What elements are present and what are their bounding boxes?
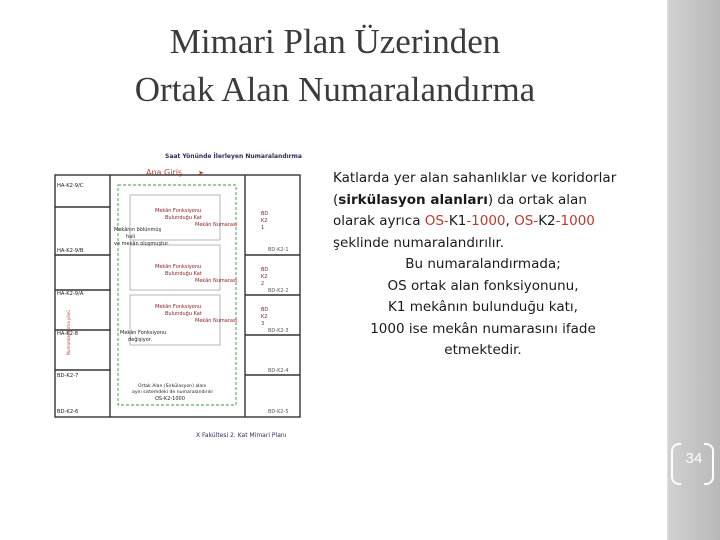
body-bold-term: sirkülasyon alanları [338,191,488,208]
room-label: BD-K2-1 [268,247,289,253]
callout-floor: Bulunduğu Kat [165,311,202,317]
callout-floor: Bulunduğu Kat [165,215,202,221]
code-floor: K1 [448,213,467,229]
plan-heading: Saat Yönünde İlerleyen Numaralandırma [165,153,302,160]
body-line: Bu numaralandırmada; [405,256,561,272]
code-number: -1000 [555,213,595,229]
code-callout-2 [155,263,268,287]
body-text-span: şeklinde numaralandırılır. [333,234,505,251]
slide-title [70,18,600,114]
code-callout-1 [155,207,268,231]
code-number: -1000 [466,213,506,229]
vertical-direction-note: Numaralandırma yönü [66,310,71,355]
split-note-line-1: Mekânın bölünmüş [114,227,162,233]
room-label: BD-K2-7 [57,373,79,379]
plan-entrance-label: Ana Giriş [146,168,183,177]
body-line: OS ortak alan fonksiyonunu, [387,277,579,294]
room-label: BD-K2-5 [268,409,289,415]
code-callout-3 [155,303,268,327]
plan-caption: X Fakültesi 2. Kat Mimari Planı [196,432,287,439]
body-line: 1000 ise mekân numarasını ifade etmektedir. [370,320,596,358]
function-change-note-line-2: değişiyor. [128,337,153,343]
legend-code: BD [261,211,269,217]
slide-title-line-1: Mimari Plan Üzerinden [169,22,501,61]
slide-title-line-2: Ortak Alan Numaralandırma [134,70,536,109]
corridor-note-line-2: aynı sistemdeki de numaralandırılır [132,390,214,395]
split-note-line-3: ve mekân oluşmuştur [114,241,169,247]
callout-function: Mekân Fonksiyonu [155,208,202,214]
callout-function: Mekân Fonksiyonu [155,304,202,310]
legend-code: BD [261,307,269,313]
legend-code: K2 [261,314,268,320]
room-label: HA-K2-8 [57,331,79,337]
legend-code: 3 [261,321,265,327]
split-note-line-2: hali [126,234,136,240]
corridor-note-line-1: Ortak Alan (Sirkülasyon) alanı [138,384,207,389]
code-prefix: OS- [514,213,539,229]
callout-floor: Bulunduğu Kat [165,271,202,277]
floor-plan-diagram [50,145,310,445]
function-change-note-line-1: Mekân Fonksiyonu [120,330,167,336]
body-text-span: , [505,213,515,229]
page-number: 34 [685,450,703,467]
callout-function: Mekân Fonksiyonu [155,264,202,270]
legend-code: 1 [261,225,265,231]
corridor-code: OS-K2-1000 [155,396,185,402]
body-line: K1 mekânın bulunduğu katı, [388,299,578,315]
body-paragraph-1 [333,168,633,254]
legend-code: K2 [261,218,268,224]
legend-code: BD [261,267,269,273]
room-label: HA-K2-9/A [57,291,84,297]
room-label: BD-K2-4 [268,368,289,374]
room-label: HA-K2-9/B [57,248,84,254]
code-prefix: OS- [424,213,449,229]
callout-number: Mekân Numarası [195,222,237,228]
body-text-span: ) da ortak alan olarak ayrıca [333,191,587,229]
room-label: BD-K2-6 [57,409,79,415]
room-label: HA-K2-9/C [57,183,84,189]
body-text [333,168,633,362]
room-label: BD-K2-2 [268,288,289,294]
code-floor: K2 [538,213,556,229]
body-text-span: Katlarda yer alan sahanlıklar ve koridorlar ( [333,170,617,208]
callout-number: Mekân Numarası [195,278,237,284]
entrance-arrow-icon: ➤ [198,169,204,177]
callout-number: Mekân Numarası [195,318,237,324]
room-label: BD-K2-3 [268,328,289,334]
legend-code: 2 [261,281,265,287]
legend-code: K2 [261,274,268,280]
